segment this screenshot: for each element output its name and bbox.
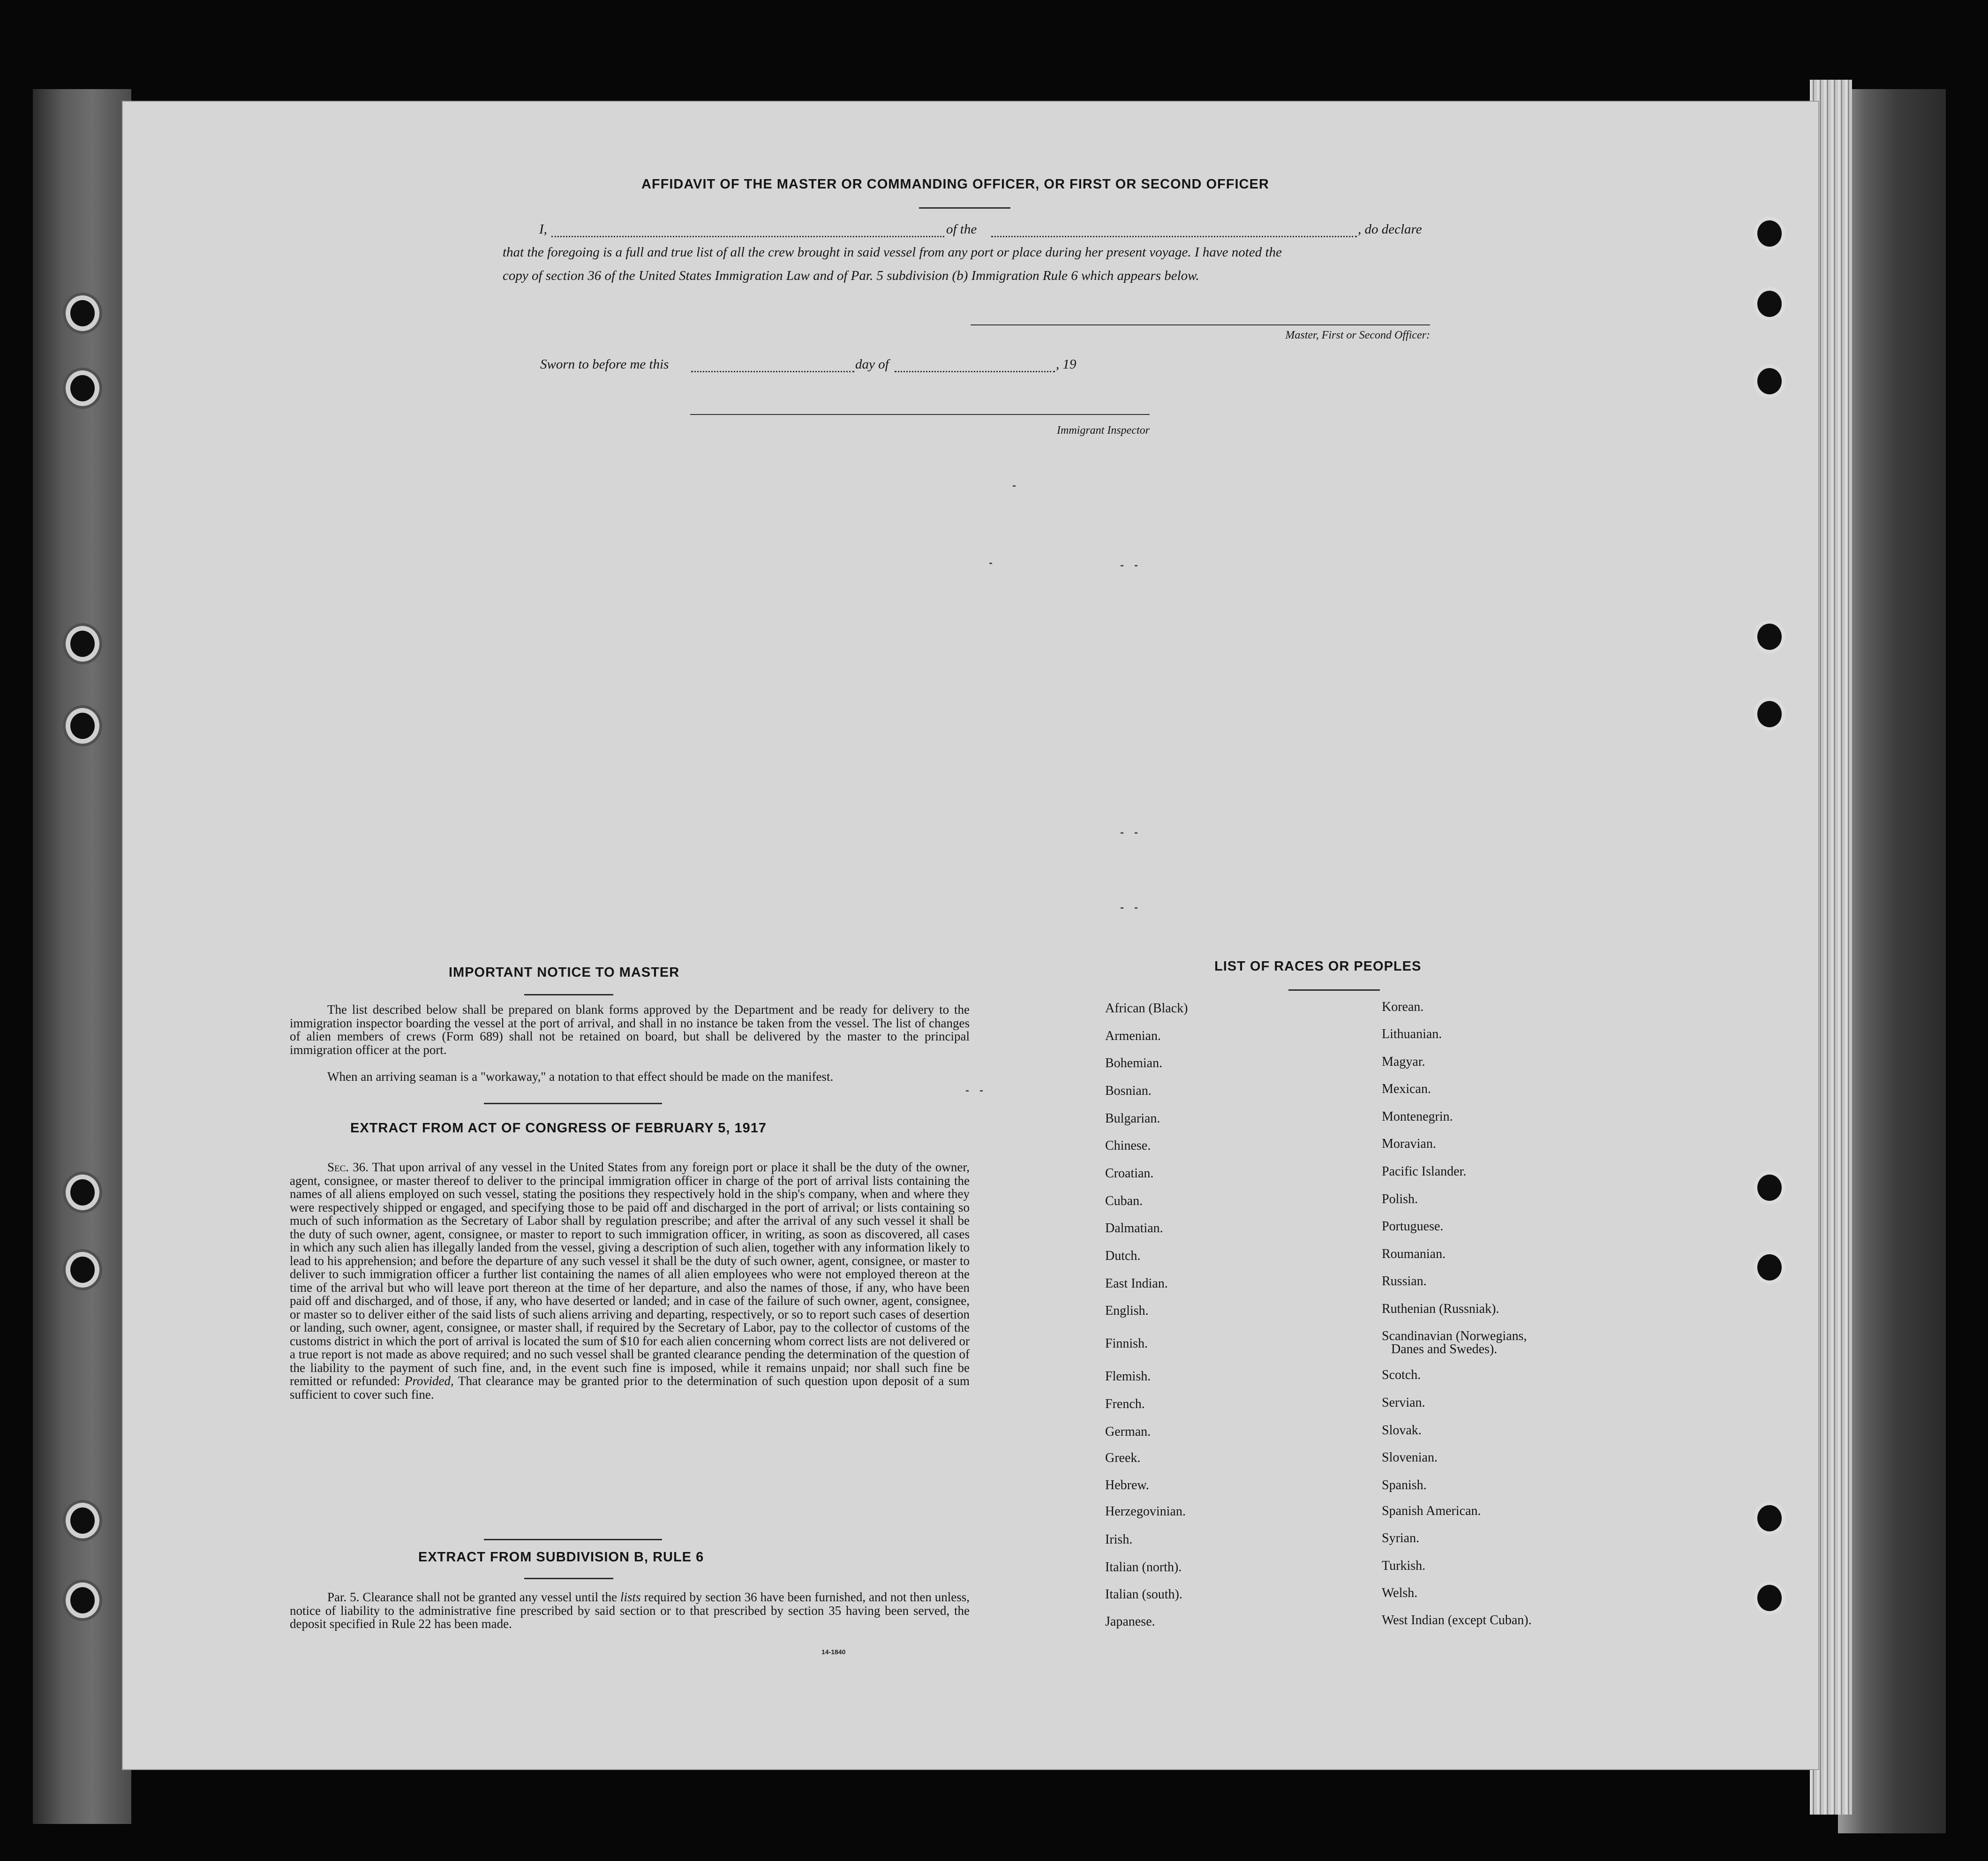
race-item: German. — [1105, 1424, 1151, 1439]
master-name-field[interactable] — [551, 236, 944, 237]
punch-hole-icon — [70, 631, 95, 657]
sworn-year-label: , 19 — [1056, 357, 1077, 372]
race-item: Finnish. — [1105, 1336, 1148, 1351]
scan-speck — [1121, 565, 1123, 566]
race-item: Mexican. — [1382, 1082, 1431, 1096]
punch-hole-icon — [1757, 1585, 1782, 1611]
extract-rule-body — [290, 1590, 970, 1631]
race-item: French. — [1105, 1397, 1145, 1411]
race-item: Bosnian. — [1105, 1084, 1152, 1098]
punch-hole-icon — [1757, 1505, 1782, 1531]
officer-signature-field[interactable] — [971, 324, 1430, 325]
race-item: Bulgarian. — [1105, 1111, 1160, 1126]
race-item: Croatian. — [1105, 1166, 1154, 1181]
affidavit-do-declare-label: , do declare — [1358, 222, 1422, 237]
inspector-signature-field[interactable] — [690, 414, 1150, 415]
form-code: 14-1840 — [821, 1648, 846, 1656]
scan-speck — [1135, 832, 1137, 834]
race-item: Chinese. — [1105, 1138, 1151, 1153]
race-item: Magyar. — [1382, 1055, 1425, 1069]
vessel-name-field[interactable] — [991, 236, 1357, 237]
race-item: Turkish. — [1382, 1559, 1426, 1573]
race-item: Moravian. — [1382, 1137, 1436, 1151]
race-item: Ruthenian (Russniak). — [1382, 1302, 1499, 1316]
race-item: Slovak. — [1382, 1423, 1422, 1438]
race-item: Cuban. — [1105, 1194, 1143, 1208]
punch-hole-icon — [1757, 220, 1782, 247]
affidavit-line-2: that the foregoing is a full and true list of all the crew brought in said vessel from any port or place during her present voyage. I have noted the — [503, 245, 1282, 260]
punch-hole-icon — [1757, 291, 1782, 317]
punch-hole-icon — [1757, 368, 1782, 394]
race-item: Flemish. — [1105, 1369, 1151, 1384]
race-item: English. — [1105, 1303, 1149, 1318]
affidavit-title: AFFIDAVIT OF THE MASTER OR COMMANDING OFFICER, OR FIRST OR SECOND OFFICER — [641, 177, 1269, 192]
race-item: Greek. — [1105, 1451, 1141, 1465]
punch-hole-icon — [70, 300, 95, 326]
section-divider — [484, 1539, 662, 1540]
extract-rule-text-b: required by section 36 have been furnished, and not then unless, notice of liability to the administrative fine prescribed by said section or to that prescribed by section 35 having been served, the deposit specified in Rule 22 has been made. — [290, 1590, 970, 1631]
notice-paragraph-1: The list described below shall be prepared on blank forms approved by the Department and be ready for delivery to the immigration inspector boarding the vessel at the port of arrival, and shall in no instance be taken from the vessel. The list of changes of alien members of crews (Form 689) shall not be retained on board, but shall be delivered by the master to the principal immigration officer at the port. — [290, 1002, 970, 1057]
race-item: Armenian. — [1105, 1029, 1161, 1043]
scan-speck — [966, 1090, 969, 1092]
scan-speck — [1135, 907, 1137, 909]
inspector-signature-label: Immigrant Inspector — [1057, 424, 1150, 437]
extract-act-section-label: Sec. 36. — [327, 1160, 369, 1174]
punch-hole-icon — [70, 1257, 95, 1283]
affidavit-title-rule — [919, 207, 1010, 209]
extract-rule-lists-word: lists — [620, 1590, 641, 1604]
race-item: Italian (south). — [1105, 1587, 1182, 1602]
race-item: African (Black) — [1105, 1001, 1188, 1016]
manifest-page — [122, 101, 1819, 1770]
race-item: Syrian. — [1382, 1531, 1420, 1545]
extract-act-body — [290, 1160, 970, 1401]
scan-speck — [980, 1090, 983, 1092]
extract-act-proviso-text: That clearance may be granted prior to the determination of such question upon deposit of a sum sufficient to cover such fine. — [290, 1374, 970, 1401]
race-item: Danes and Swedes). — [1391, 1342, 1498, 1356]
race-item: Polish. — [1382, 1192, 1418, 1206]
punch-hole-icon — [1757, 624, 1782, 650]
race-item: Pacific Islander. — [1382, 1164, 1467, 1179]
race-item: Scandinavian (Norwegians, — [1382, 1329, 1527, 1343]
race-item: Montenegrin. — [1382, 1109, 1453, 1124]
punch-hole-icon — [70, 375, 95, 401]
race-item: Scotch. — [1382, 1368, 1421, 1382]
scan-speck — [1121, 832, 1123, 834]
sworn-line — [540, 357, 1150, 376]
affidavit-i-label: I, — [539, 222, 547, 237]
race-item: Lithuanian. — [1382, 1027, 1442, 1041]
races-title-rule — [1288, 989, 1380, 991]
scan-speck — [1135, 565, 1137, 566]
race-item: Japanese. — [1105, 1614, 1155, 1629]
scan-speck — [1013, 485, 1016, 487]
punch-hole-icon — [1757, 1254, 1782, 1281]
race-item: Irish. — [1105, 1532, 1133, 1547]
extract-act-text: That upon arrival of any vessel in the United States from any foreign port or place it shall be the duty of the owner, agent, consignee, or master thereof to deliver to the principal immigration officer in charge of the port of arrival lists containing the names of all aliens employed on such vessel, stating the positions they respectively hold in the ship's company, when and where they were respectively shipped or engaged, and specifying those to be paid off and discharged in the port of arrival; or lists containing so much of such information as the Secretary of Labor shall by regulation prescribe; and after the arrival of any such vessel it shall be the duty of such owner, agent, consignee, or master to report to such immigration officer, in writing, as soon as discovered, all cases in which any such alien has illegally landed from the vessel, giving a description of such alien, together with any information likely to lead to his apprehension; and before the departure of any such vessel it shall be the duty of such owner, agent, consignee, or master to deliver to such immigration officer a further list containing the names of all alien employees who were not employed thereon at the time of the arrival but who will leave port thereon at the time of her departure, and also the names of those, if any, who have been paid off and discharged, and of those, if any, who have deserted or landed; and in case of the failure of such owner, agent, consignee, or master so to deliver either of the said lists of such aliens arriving and departing, respectively, or so to report such cases of desertion or landing, such owner, agent, consignee, or master shall, if required by the Secretary of Labor, pay to the collector of customs of the customs district in which the port of arrival is located the sum of $10 for each alien concerning whom correct lists are not delivered or a true report is not made as above required; and no such vessel shall be granted clearance pending the determination of the question of the liability to the payment of such fine, and, in the event such fine is imposed, while it remains unpaid; nor shall such fine be remitted or refunded: — [290, 1160, 970, 1388]
notice-title-rule — [524, 994, 613, 995]
affidavit-line-3: copy of section 36 of the United States Immigration Law and of Par. 5 subdivision (b) Immigration Rule 6 which appears below. — [503, 268, 1199, 283]
race-item: Welsh. — [1382, 1586, 1418, 1600]
race-item: Slovenian. — [1382, 1450, 1438, 1465]
extract-rule-title: EXTRACT FROM SUBDIVISION B, RULE 6 — [418, 1550, 704, 1565]
extract-rule-text-a: Par. 5. Clearance shall not be granted any vessel until the — [327, 1590, 617, 1604]
punch-hole-icon — [70, 1179, 95, 1206]
punch-hole-icon — [70, 713, 95, 739]
section-divider — [484, 1103, 662, 1104]
race-item: East Indian. — [1105, 1276, 1168, 1291]
binder-right-edge — [1838, 89, 1946, 1833]
race-item: Russian. — [1382, 1274, 1427, 1288]
race-item: Hebrew. — [1105, 1478, 1149, 1492]
race-item: Herzegovinian. — [1105, 1504, 1186, 1519]
affidavit-of-the-label: of the — [946, 222, 977, 237]
sworn-label: Sworn to before me this — [540, 357, 669, 372]
punch-hole-icon — [70, 1507, 95, 1534]
extract-rule-title-rule — [524, 1578, 613, 1579]
race-item: Servian. — [1382, 1395, 1425, 1410]
race-item: Spanish. — [1382, 1478, 1427, 1492]
scan-speck — [989, 563, 992, 564]
sworn-day-field[interactable] — [691, 371, 854, 372]
extract-act-proviso-label: Provided, — [405, 1374, 454, 1388]
races-right-column — [1382, 1000, 1710, 1656]
race-item: Portuguese. — [1382, 1219, 1444, 1234]
race-item: Spanish American. — [1382, 1504, 1481, 1518]
punch-hole-icon — [70, 1587, 95, 1613]
notice-title: IMPORTANT NOTICE TO MASTER — [449, 965, 680, 980]
race-item: West Indian (except Cuban). — [1382, 1613, 1532, 1627]
race-item: Bohemian. — [1105, 1056, 1163, 1070]
punch-hole-icon — [1757, 1175, 1782, 1201]
race-item: Roumanian. — [1382, 1247, 1446, 1261]
races-left-column — [1105, 1001, 1386, 1658]
extract-act-title: EXTRACT FROM ACT OF CONGRESS OF FEBRUARY 5, 1917 — [350, 1121, 767, 1136]
binder-left-edge — [33, 89, 131, 1824]
notice-paragraph-2: When an arriving seaman is a "workaway," a notation to that effect should be made on the manifest. — [327, 1070, 834, 1084]
race-item: Korean. — [1382, 1000, 1424, 1014]
punch-hole-icon — [1757, 701, 1782, 727]
affidavit-line-1 — [539, 222, 1571, 241]
race-item: Dalmatian. — [1105, 1221, 1163, 1236]
scan-speck — [1121, 907, 1123, 909]
race-item: Dutch. — [1105, 1249, 1141, 1263]
sworn-day-of-label: day of — [855, 357, 889, 372]
races-title: LIST OF RACES OR PEOPLES — [1214, 959, 1422, 974]
officer-signature-label: Master, First or Second Officer: — [1285, 329, 1430, 341]
race-item: Italian (north). — [1105, 1560, 1182, 1575]
sworn-month-field[interactable] — [895, 371, 1055, 372]
